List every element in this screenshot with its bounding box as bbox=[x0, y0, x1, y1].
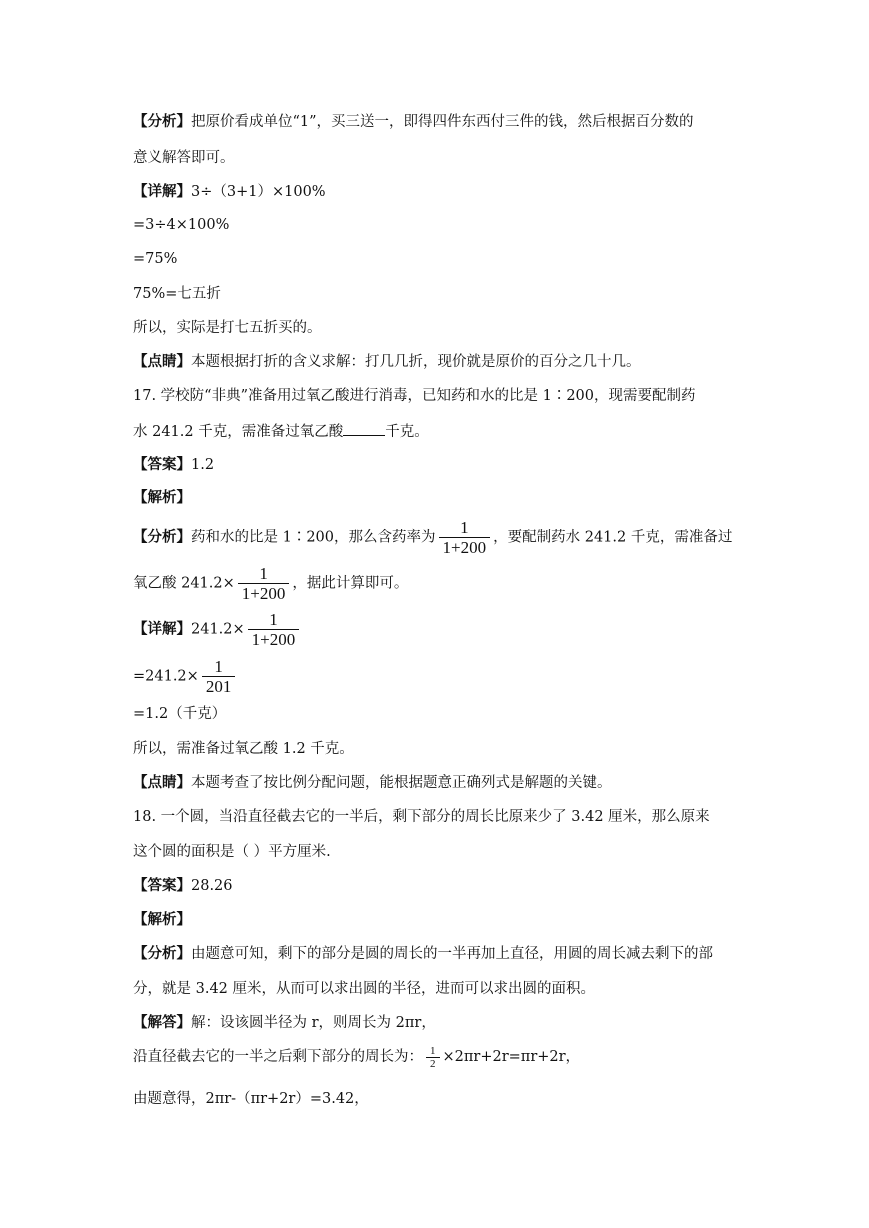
question-18-line: 这个圆的面积是（ ）平方厘米. bbox=[133, 844, 331, 860]
remark-tag: 【点睛】 bbox=[133, 774, 191, 791]
analysis-line bbox=[133, 518, 732, 557]
analysis-text: 氧乙酸 241.2× bbox=[133, 575, 235, 592]
remark-tag: 【点睛】 bbox=[133, 353, 191, 370]
remark-line bbox=[133, 352, 641, 372]
text-line: 75%=七五折 bbox=[133, 286, 221, 302]
detail-line bbox=[133, 182, 326, 202]
question-17-line: 17. 学校防“非典”准备用过氧乙酸进行消毒，已知药和水的比是 1∶200，现需要配制药 bbox=[133, 388, 696, 404]
text-line: =75% bbox=[133, 251, 178, 267]
analysis-text: 由题意可知，剩下的部分是圆的周长的一半再加上直径，用圆的周长减去剩下的部 bbox=[191, 946, 713, 962]
answer-line bbox=[133, 876, 233, 896]
text-line: 所以，实际是打七五折买的。 bbox=[133, 320, 322, 336]
text-line: =3÷4×100% bbox=[133, 217, 230, 233]
fraction: $\frac{1}{1+200}$ bbox=[439, 518, 491, 557]
text-line: 由题意得，2πr-（πr+2r）=3.42， bbox=[133, 1091, 369, 1107]
question-text: 水 241.2 千克，需准备过氧乙酸 bbox=[133, 424, 344, 440]
analysis-tag: 【分析】 bbox=[133, 945, 191, 962]
fraction: $\frac{1}{1+200}$ bbox=[248, 610, 300, 649]
analysis-text: ，要配制药水 241.2 千克，需准备过 bbox=[493, 529, 733, 546]
text-line: 沿直径截去它的一半之后剩下部分的周长为： $\frac{1}{2}$ ×2πr+2r=πr+2r， bbox=[133, 1044, 581, 1070]
analysis-text: 药和水的比是 1∶200，那么含药率为 bbox=[191, 529, 436, 546]
fraction: $\frac{1}{1+200}$ bbox=[238, 564, 290, 603]
answer-text: 1.2 bbox=[191, 457, 215, 473]
analysis-line bbox=[133, 944, 713, 964]
explanation-tag: 【解析】 bbox=[133, 911, 191, 928]
answer-line bbox=[133, 455, 214, 475]
text-line: =1.2（千克） bbox=[133, 706, 227, 722]
analysis-text: ，据此计算即可。 bbox=[292, 575, 409, 592]
detail-text: =241.2× bbox=[133, 668, 199, 685]
question-18-line: 18. 一个圆，当沿直径截去它的一半后，剩下部分的周长比原来少了 3.42 厘米，那么原来 bbox=[133, 809, 710, 825]
question-17-line bbox=[133, 421, 429, 442]
answer-text: 28.26 bbox=[191, 878, 233, 894]
text-line: 意义解答即可。 bbox=[133, 150, 235, 166]
analysis-line bbox=[133, 564, 408, 603]
solution-tag: 【解答】 bbox=[133, 1014, 191, 1031]
detail-tag: 【详解】 bbox=[133, 620, 191, 638]
solution-line bbox=[133, 1013, 436, 1033]
analysis-line bbox=[133, 112, 694, 132]
remark-text: 本题考查了按比例分配问题，能根据题意正确列式是解题的关键。 bbox=[191, 775, 612, 791]
detail-line bbox=[133, 610, 302, 649]
remark-line bbox=[133, 773, 612, 793]
analysis-tag: 【分析】 bbox=[133, 528, 191, 546]
fraction-half: $\frac{1}{2}$ bbox=[426, 1045, 440, 1070]
question-text: 千克。 bbox=[385, 424, 429, 440]
text-line: 分，就是 3.42 厘米，从而可以求出圆的半径，进而可以求出圆的面积。 bbox=[133, 981, 596, 997]
answer-tag: 【答案】 bbox=[133, 877, 191, 894]
fraction: $\frac{1}{201}$ bbox=[202, 657, 236, 696]
remark-text: 本题根据打折的含义求解：打几几折，现价就是原价的百分之几十几。 bbox=[191, 354, 641, 370]
analysis-tag: 【分析】 bbox=[133, 113, 191, 130]
answer-blank bbox=[343, 421, 385, 436]
detail-text: 3÷（3+1）×100% bbox=[191, 184, 326, 200]
detail-tag: 【详解】 bbox=[133, 183, 191, 200]
detail-text: 241.2× bbox=[191, 621, 245, 638]
detail-line bbox=[133, 657, 238, 696]
text-line: 所以，需准备过氧乙酸 1.2 千克。 bbox=[133, 741, 354, 757]
analysis-text: 把原价看成单位“1”，买三送一，即得四件东西付三件的钱，然后根据百分数的 bbox=[191, 114, 694, 130]
solution-text: 解：设该圆半径为 r，则周长为 2πr， bbox=[191, 1015, 436, 1031]
explanation-tag: 【解析】 bbox=[133, 489, 191, 506]
answer-tag: 【答案】 bbox=[133, 456, 191, 473]
